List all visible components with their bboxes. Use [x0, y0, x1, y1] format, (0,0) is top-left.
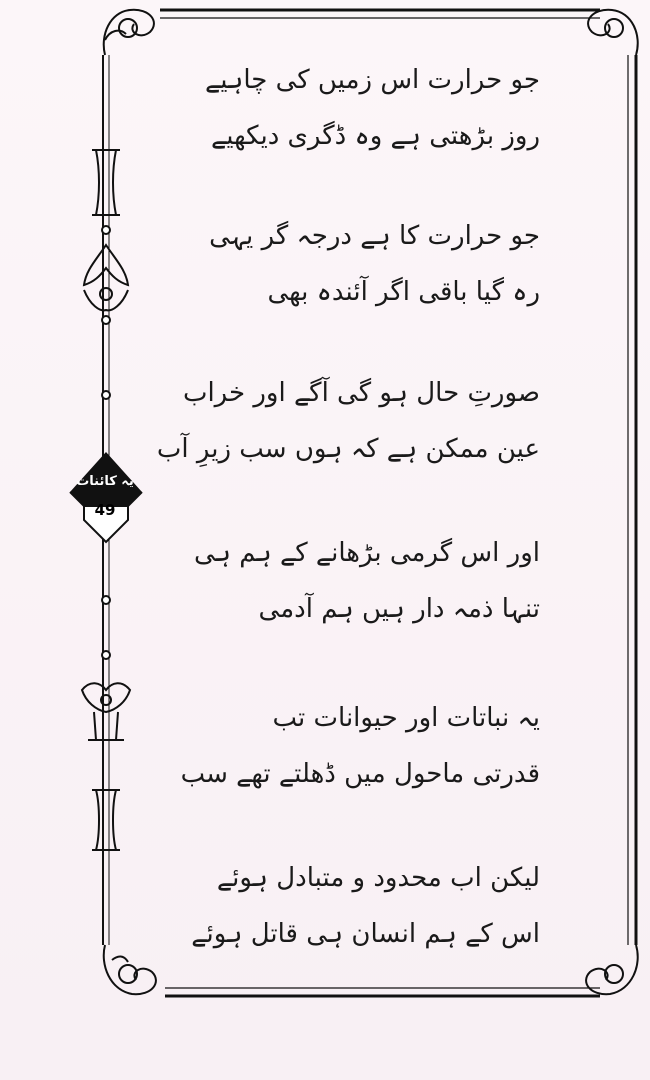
- stanza-5: [181, 690, 540, 802]
- page-badge: [70, 452, 142, 542]
- verse-line: تنہا ذمہ دار ہیں ہم آدمی: [258, 594, 540, 624]
- page-number: 49: [94, 501, 116, 519]
- verse-line: قدرتی ماحول میں ڈھلتے تھے سب: [180, 759, 540, 789]
- verse-line: یہ نباتات اور حیوانات تب: [272, 703, 540, 733]
- verse-line: روز بڑھتی ہے وہ ڈگری دیکھیے: [211, 121, 540, 151]
- stanza-2: [209, 208, 540, 320]
- stanza-4: [194, 525, 540, 637]
- verse-line: اس کے ہم انسان ہی قاتل ہوئے: [191, 919, 540, 949]
- verse-line: صورتِ حال ہو گی آگے اور خراب: [182, 378, 540, 408]
- book-title-badge: یہ کائنات: [76, 474, 134, 489]
- verse-line: لیکن اب محدود و متبادل ہوئے: [216, 863, 540, 893]
- verse-line: عین ممکن ہے کہ ہوں سب زیرِ آب: [156, 434, 540, 464]
- stanza-1: [205, 52, 540, 164]
- stanza-6: [191, 850, 540, 962]
- verse-line: جو حرارت کا ہے درجہ گر یہی: [209, 221, 540, 251]
- verse-line: جو حرارت اس زمیں کی چاہیے: [205, 65, 540, 95]
- stanza-3: [157, 365, 540, 477]
- verse-line: اور اس گرمی بڑھانے کے ہم ہی: [194, 538, 540, 568]
- verse-line: رہ گیا باقی اگر آئندہ بھی: [267, 277, 540, 307]
